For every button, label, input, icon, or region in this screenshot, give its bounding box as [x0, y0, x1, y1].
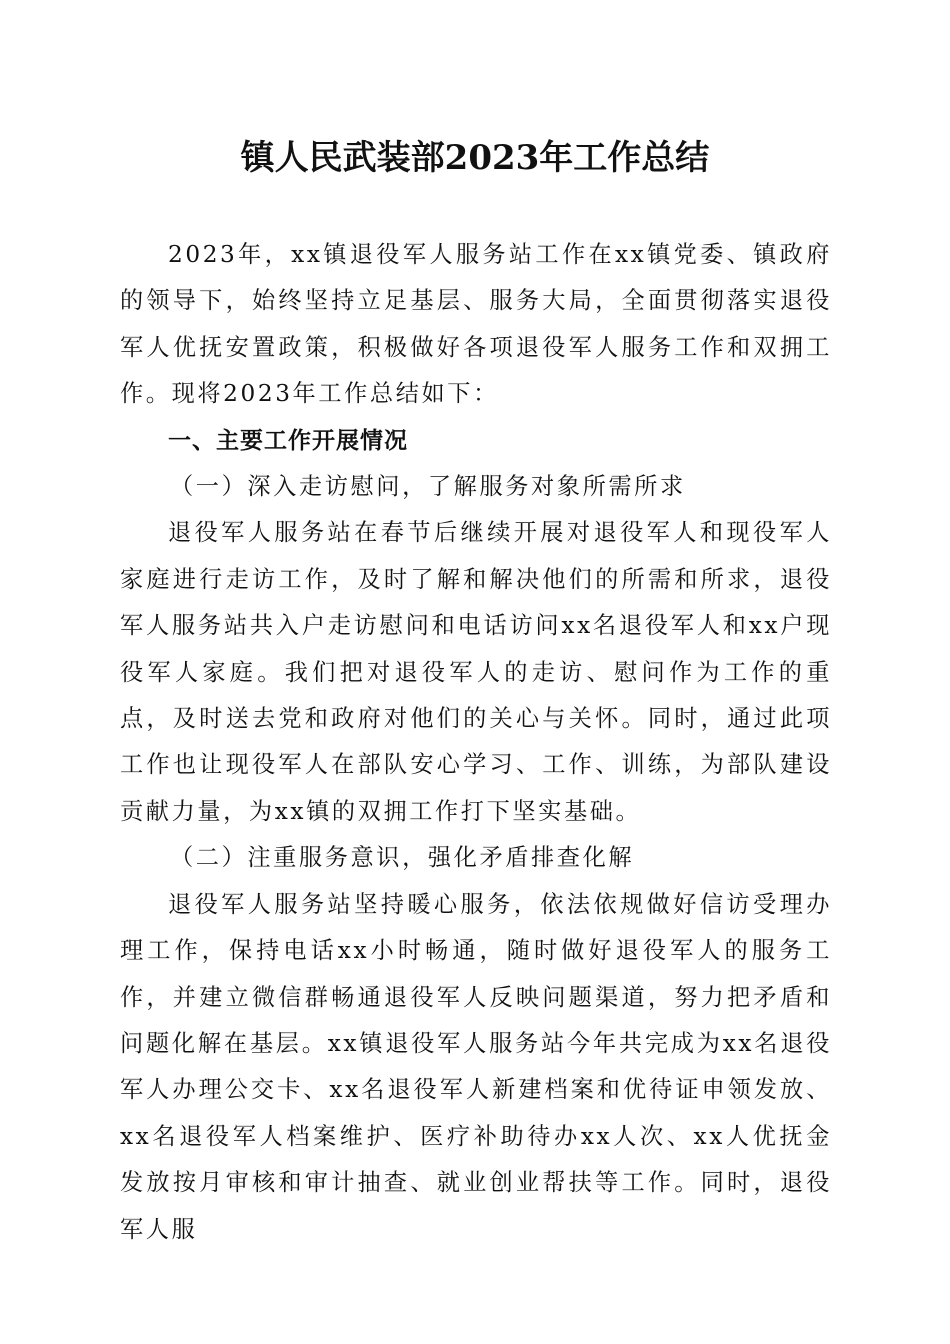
intro-paragraph: 2023年，xx镇退役军人服务站工作在xx镇党委、镇政府的领导下，始终坚持立足基层、服务大局，全面贯彻落实退役军人优抚安置政策，积极做好各项退役军人服务工作和双拥工作。现将2023年工作总结如下：	[120, 241, 832, 408]
document-body	[120, 232, 832, 1253]
subsection-heading-2: （二）注重服务意识，强化矛盾排查化解	[170, 844, 635, 872]
subsection-paragraph-1: 退役军人服务站在春节后继续开展对退役军人和现役军人家庭进行走访工作，及时了解和解决他们的所需和所求，退役军人服务站共入户走访慰问和电话访问xx名退役军人和xx户现役军人家庭。我们把对退役军人的走访、慰问作为工作的重点，及时送去党和政府对他们的关心与关怀。同时，通过此项工作也让现役军人在部队安心学习、工作、训练，为部队建设贡献力量，为xx镇的双拥工作打下坚实基础。	[120, 519, 832, 825]
section-heading-1: 一、主要工作开展情况	[168, 427, 408, 454]
subsection-paragraph-2: 退役军人服务站坚持暖心服务，依法依规做好信访受理办理工作，保持电话xx小时畅通，随时做好退役军人的服务工作，并建立微信群畅通退役军人反映问题渠道，努力把矛盾和问题化解在基层。xx镇退役军人服务站今年共完成为xx名退役军人办理公交卡、xx名退役军人新建档案和优待证申领发放、xx名退役军人档案维护、医疗补助待办xx人次、xx人优抚金发放按月审核和审计抽查、就业创业帮扶等工作。同时，退役军人服	[120, 890, 832, 1243]
document-title: 镇人民武装部2023年工作总结	[240, 138, 710, 178]
subsection-heading-1: （一）深入走访慰问，了解服务对象所需所求	[170, 473, 686, 501]
